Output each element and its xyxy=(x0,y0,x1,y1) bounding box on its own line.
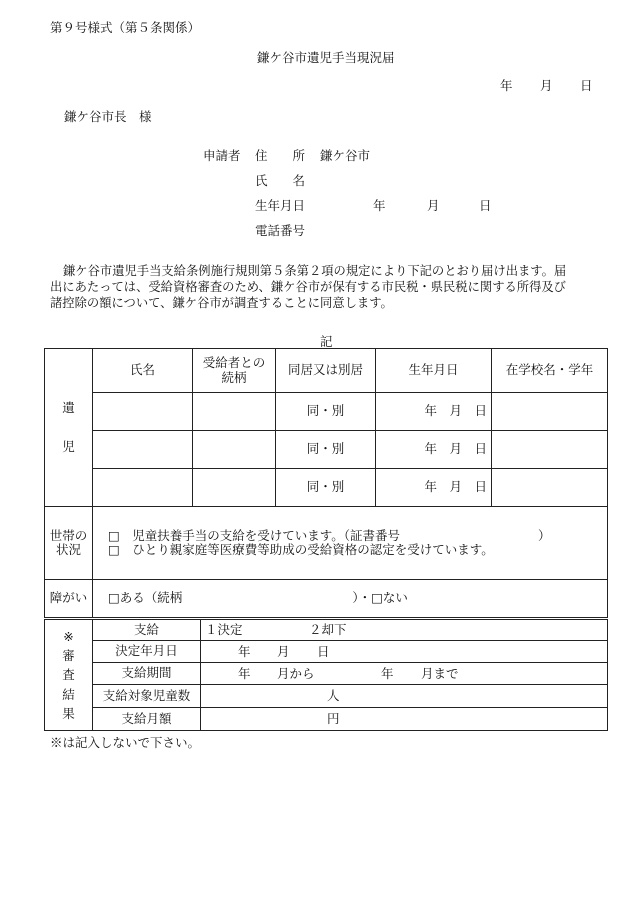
review-label: ※ 審 査 結 果 xyxy=(45,620,93,731)
review-payment-value: １決定 ２却下 xyxy=(201,620,608,641)
orphan-table xyxy=(44,348,608,618)
household-line2[interactable]: □ ひとり親家庭等医療費等助成の受給資格の認定を受けています。 xyxy=(108,542,494,557)
disability-no[interactable]: ）・□ない xyxy=(352,590,408,606)
header-school: 在学校名・学年 xyxy=(492,349,608,393)
table-row xyxy=(45,431,608,469)
footnote: ※は記入しないで下さい。 xyxy=(50,735,201,750)
address-label: 住 所 xyxy=(255,148,306,163)
header-name: 氏名 xyxy=(93,349,193,393)
header-relation: 受給者との 続柄 xyxy=(193,349,276,393)
table-row xyxy=(45,469,608,507)
disability-status xyxy=(93,580,608,618)
review-payment-label: 支給 xyxy=(93,620,201,641)
birth-label: 生年月日 xyxy=(255,198,306,213)
orphan-cohabit-cell[interactable]: 同・別 xyxy=(276,469,376,507)
phone-label: 電話番号 xyxy=(255,223,306,238)
disability-label: 障がい xyxy=(45,580,93,618)
form-number: 第９号様式（第５条関係） xyxy=(50,20,201,35)
orphan-label: 遺 児 xyxy=(45,349,93,507)
review-amount-label: 支給月額 xyxy=(93,708,201,731)
review-decision-date-label: 決定年月日 xyxy=(93,641,201,663)
header-birth: 生年月日 xyxy=(376,349,492,393)
review-children-label: 支給対象児童数 xyxy=(93,685,201,708)
review-period-label: 支給期間 xyxy=(93,663,201,685)
household-line1-end: ） xyxy=(538,527,551,543)
body-text-line1: 鎌ケ谷市遺児手当支給条例施行規則第５条第２項の規定により下記のとおり届け出ます。届 xyxy=(63,264,567,278)
orphan-name-cell[interactable] xyxy=(93,431,193,469)
date-year: 年 xyxy=(500,78,513,93)
date-month: 月 xyxy=(540,78,553,93)
ki-label: 記 xyxy=(320,334,333,349)
table-row xyxy=(45,393,608,431)
date-day: 日 xyxy=(580,78,593,93)
orphan-cohabit-cell[interactable]: 同・別 xyxy=(276,431,376,469)
orphan-relation-cell[interactable] xyxy=(193,393,276,431)
birth-year: 年 xyxy=(373,198,386,213)
review-children-value: 人 xyxy=(201,685,608,708)
address-value: 鎌ケ谷市 xyxy=(320,148,371,163)
body-text-line3: 諸控除の額について、鎌ケ谷市が調査することに同意します。 xyxy=(50,296,393,310)
birth-month: 月 xyxy=(427,198,440,213)
orphan-school-cell[interactable] xyxy=(492,469,608,507)
orphan-relation-cell[interactable] xyxy=(193,469,276,507)
household-label: 世帯の 状況 xyxy=(45,507,93,580)
applicant-label: 申請者 xyxy=(203,148,241,163)
birth-day: 日 xyxy=(479,198,492,213)
orphan-birth-cell[interactable]: 年 月 日 xyxy=(376,431,492,469)
addressee: 鎌ケ谷市長 様 xyxy=(64,109,152,124)
name-label: 氏 名 xyxy=(255,173,306,188)
household-status xyxy=(93,507,608,580)
header-cohabit: 同居又は別居 xyxy=(276,349,376,393)
review-period-value: 年 月から 年 月まで xyxy=(201,663,608,685)
review-decision-date-value: 年 月 日 xyxy=(201,641,608,663)
orphan-name-cell[interactable] xyxy=(93,469,193,507)
orphan-school-cell[interactable] xyxy=(492,393,608,431)
page-title: 鎌ケ谷市遺児手当現況届 xyxy=(257,50,395,65)
review-amount-value: 円 xyxy=(201,708,608,731)
orphan-school-cell[interactable] xyxy=(492,431,608,469)
orphan-cohabit-cell[interactable]: 同・別 xyxy=(276,393,376,431)
orphan-name-cell[interactable] xyxy=(93,393,193,431)
orphan-relation-cell[interactable] xyxy=(193,431,276,469)
body-text-line2: 出にあたっては、受給資格審査のため、鎌ケ谷市が保有する市民税・県民税に関する所得及び xyxy=(50,280,566,294)
orphan-birth-cell[interactable]: 年 月 日 xyxy=(376,393,492,431)
orphan-birth-cell[interactable]: 年 月 日 xyxy=(376,469,492,507)
review-table xyxy=(44,619,608,731)
household-line1[interactable]: □ 児童扶養手当の支給を受けています。（証書番号 xyxy=(108,527,401,543)
disability-yes[interactable]: □ある（続柄 xyxy=(108,590,183,606)
